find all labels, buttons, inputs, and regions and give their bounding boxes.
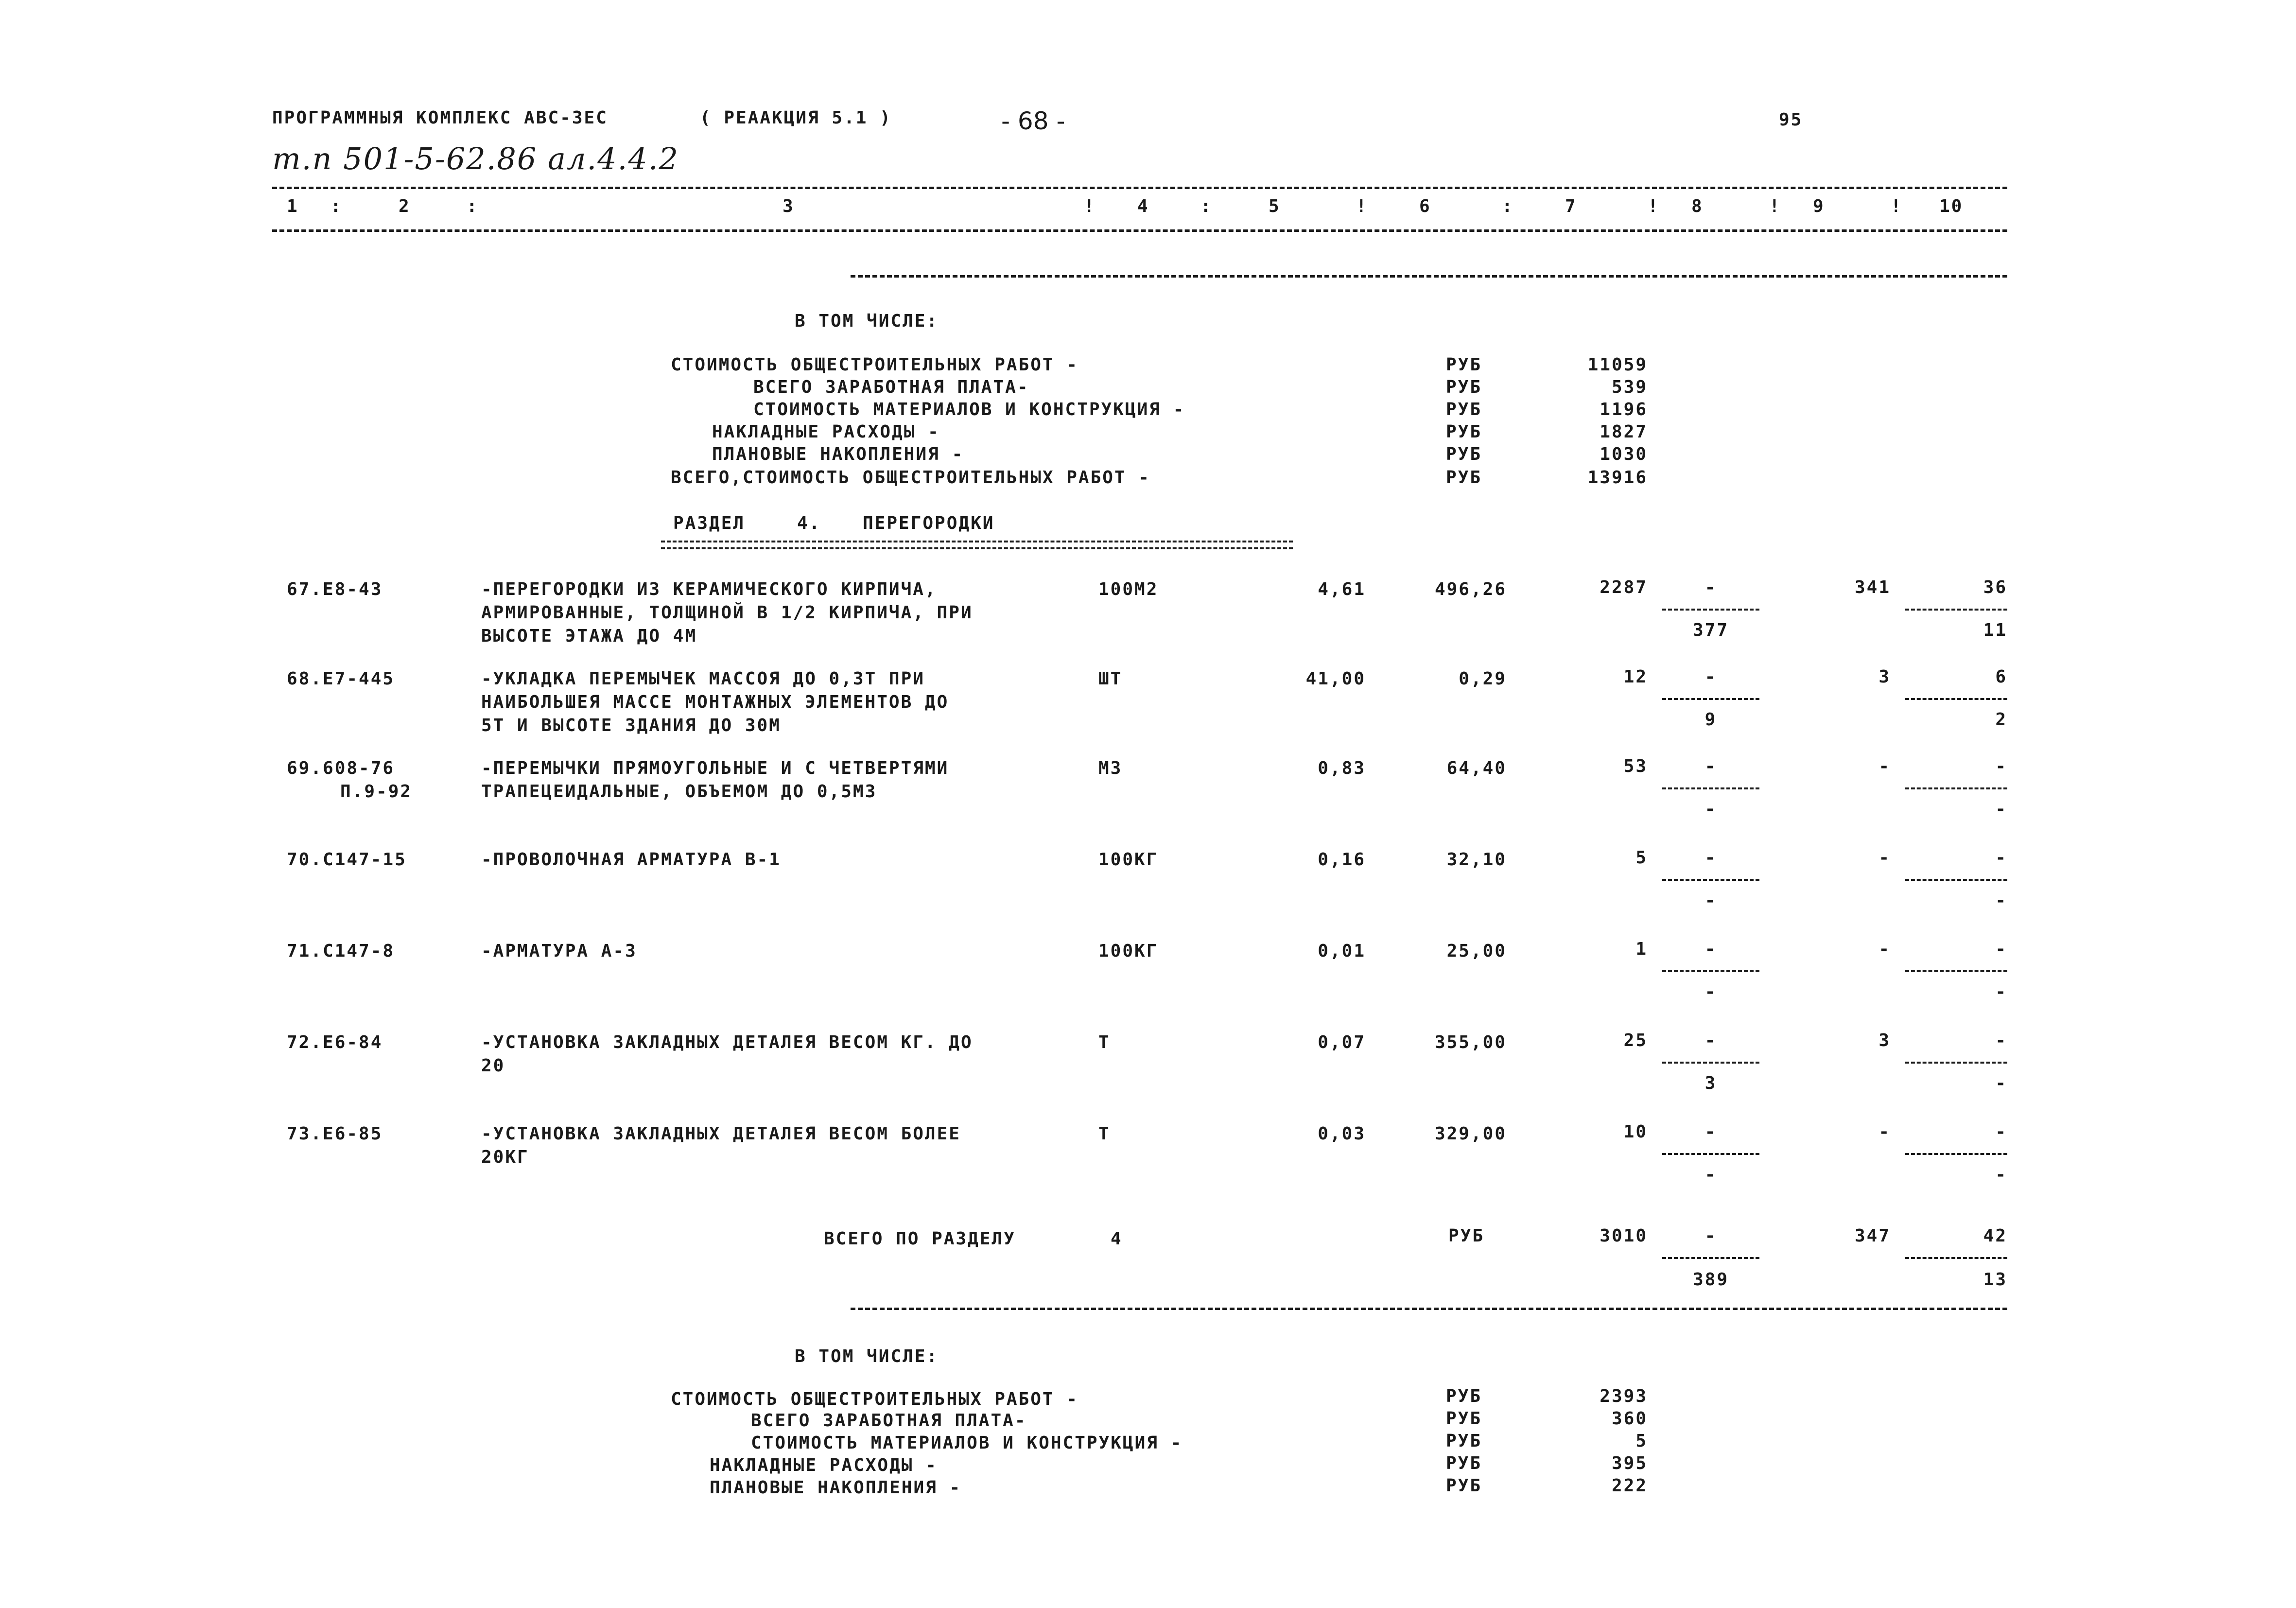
column-numbers [272, 196, 2007, 221]
header-rule-bottom [272, 229, 2007, 232]
item-unit: Т [1098, 1032, 1111, 1052]
item-col10-rule [1905, 970, 2007, 972]
col-num-7: 7 [1565, 196, 1577, 216]
summary2-value: 360 [1611, 1409, 1648, 1429]
program-title: ПРОГРАММНЫЯ КОМПЛЕКС АВС-3ЕС [272, 108, 608, 128]
item-quantity: 41,00 [1305, 669, 1366, 689]
item-col8-rule [1662, 1062, 1759, 1064]
item-code-secondary: П.9-92 [340, 782, 413, 802]
col-num-1: 1 [287, 196, 299, 216]
item-col10-top: - [1995, 848, 2007, 868]
item-description-line: -ПЕРЕМЫЧКИ ПРЯМОУГОЛЬНЫЕ И С ЧЕТВЕРТЯМИ [481, 758, 949, 778]
summary2-label: ПЛАНОВЫЕ НАКОПЛЕНИЯ - [710, 1478, 962, 1498]
summary1-label: СТОИМОСТЬ ОБЩЕСТРОИТЕЛЬНЫХ РАБОТ - [671, 355, 1078, 375]
col-sep: : [1200, 196, 1213, 216]
col-num-8: 8 [1691, 196, 1704, 216]
summary2-unit: РУБ [1446, 1409, 1482, 1429]
item-col8-bottom: - [1705, 1165, 1717, 1185]
item-code: 69.608-76 [287, 758, 395, 778]
col-sep: : [467, 196, 479, 216]
item-col9: - [1879, 939, 1891, 959]
item-col10-top: - [1995, 939, 2007, 959]
item-quantity: 0,07 [1318, 1032, 1366, 1052]
item-col8-top: - [1705, 667, 1717, 687]
summary1-value: 539 [1611, 377, 1648, 397]
item-col8-top: - [1705, 1122, 1717, 1142]
item-col10-rule [1905, 609, 2007, 611]
item-total: 2287 [1600, 577, 1648, 597]
summary1-top-rule [851, 275, 2007, 278]
item-col8-bottom: - [1705, 799, 1717, 819]
item-unit: 100КГ [1098, 941, 1159, 961]
section-label: РАЗДЕЛ [673, 513, 746, 533]
section-number: 4. [797, 513, 821, 533]
item-col10-rule [1905, 1062, 2007, 1064]
item-col8-bottom: 9 [1705, 710, 1717, 730]
item-unit: 100М2 [1098, 579, 1159, 599]
item-description-line: АРМИРОВАННЫЕ, ТОЛЩИНОЙ В 1/2 КИРПИЧА, ПРИ [481, 603, 973, 623]
section-title: ПЕРЕГОРОДКИ [863, 513, 995, 533]
item-code: 68.Е7-445 [287, 669, 395, 689]
col-sep: ! [1648, 196, 1660, 216]
item-col10-rule [1905, 1153, 2007, 1155]
summary1-unit: РУБ [1446, 377, 1482, 397]
item-quantity: 0,83 [1318, 758, 1366, 778]
col-sep: ! [1356, 196, 1368, 216]
item-unit: М3 [1098, 758, 1123, 778]
summary1-value: 1030 [1600, 444, 1648, 464]
section-total-col10-bottom: 13 [1983, 1270, 2007, 1290]
item-col8-top: - [1705, 756, 1717, 776]
section-underline [661, 541, 1293, 549]
summary2-value: 222 [1611, 1476, 1648, 1496]
item-col9: - [1879, 848, 1891, 868]
item-col10-rule [1905, 879, 2007, 881]
item-col10-top: - [1995, 756, 2007, 776]
summary2-unit: РУБ [1446, 1386, 1482, 1406]
item-col8-bottom: - [1705, 891, 1717, 910]
col-num-3: 3 [783, 196, 795, 216]
summary1-label: СТОИМОСТЬ МАТЕРИАЛОВ И КОНСТРУКЦИЯ - [753, 400, 1185, 419]
item-col8-bottom: - [1705, 982, 1717, 1002]
item-description-line: -УСТАНОВКА ЗАКЛАДНЫХ ДЕТАЛЕЯ ВЕСОМ КГ. ДО [481, 1032, 973, 1052]
item-unit-price: 64,40 [1446, 758, 1507, 778]
section-total-col9: 347 [1854, 1226, 1891, 1246]
item-total: 10 [1623, 1122, 1648, 1142]
item-col10-bottom: 2 [1995, 710, 2007, 730]
item-quantity: 0,01 [1318, 941, 1366, 961]
summary1-unit: РУБ [1446, 400, 1482, 419]
summary1-value: 11059 [1587, 355, 1648, 375]
summary1-label: ВСЕГО ЗАРАБОТНАЯ ПЛАТА- [753, 377, 1029, 397]
item-col8-top: - [1705, 848, 1717, 868]
item-quantity: 4,61 [1318, 579, 1366, 599]
col-num-9: 9 [1813, 196, 1825, 216]
item-unit-price: 25,00 [1446, 941, 1507, 961]
item-quantity: 0,16 [1318, 850, 1366, 870]
item-description-line: -УСТАНОВКА ЗАКЛАДНЫХ ДЕТАЛЕЯ ВЕСОМ БОЛЕЕ [481, 1124, 961, 1144]
item-col8-rule [1662, 1153, 1759, 1155]
item-unit-price: 0,29 [1459, 669, 1507, 689]
page-number: 95 [1779, 110, 1803, 130]
item-description-line: 5Т И ВЫСОТЕ ЗДАНИЯ ДО 30М [481, 716, 781, 735]
item-code: 67.Е8-43 [287, 579, 383, 599]
item-col8-top: - [1705, 1031, 1717, 1050]
summary2-label: ВСЕГО ЗАРАБОТНАЯ ПЛАТА- [751, 1411, 1027, 1431]
summary2-top-rule [851, 1308, 2007, 1310]
section-total-col8-rule [1662, 1257, 1759, 1259]
item-col10-rule [1905, 787, 2007, 789]
item-col8-bottom: 3 [1705, 1073, 1717, 1093]
item-col10-bottom: - [1995, 982, 2007, 1002]
summary1-unit: РУБ [1446, 355, 1482, 375]
summary1-value: 1827 [1600, 422, 1648, 442]
col-num-10: 10 [1939, 196, 1964, 216]
summary1-heading: В ТОМ ЧИСЛЕ: [795, 311, 939, 331]
item-description-line: ВЫСОТЕ ЭТАЖА ДО 4М [481, 626, 697, 646]
item-description-line: 20 [481, 1056, 505, 1076]
section-total-col8-top: - [1705, 1226, 1717, 1246]
col-sep: : [330, 196, 343, 216]
item-col8-rule [1662, 879, 1759, 881]
item-col8-rule [1662, 970, 1759, 972]
item-col9: 3 [1879, 1031, 1891, 1050]
item-col8-rule [1662, 609, 1759, 611]
item-unit-price: 32,10 [1446, 850, 1507, 870]
page-center-number: - 68 - [1001, 107, 1065, 135]
item-col10-bottom: - [1995, 891, 2007, 910]
section-total-value: 3010 [1600, 1226, 1648, 1246]
item-description-line: -АРМАТУРА А-3 [481, 941, 637, 961]
item-total: 53 [1623, 756, 1648, 776]
summary1-label: ПЛАНОВЫЕ НАКОПЛЕНИЯ - [712, 444, 964, 464]
item-col10-top: 36 [1983, 577, 2007, 597]
item-quantity: 0,03 [1318, 1124, 1366, 1144]
item-col10-bottom: 11 [1983, 620, 2007, 640]
item-unit: 100КГ [1098, 850, 1159, 870]
summary1-unit: РУБ [1446, 422, 1482, 442]
col-sep: ! [1769, 196, 1781, 216]
item-code: 71.С147-8 [287, 941, 395, 961]
col-num-2: 2 [399, 196, 411, 216]
section-total-unit: РУБ [1448, 1226, 1485, 1246]
section-total-label: ВСЕГО ПО РАЗДЕЛУ [824, 1229, 1016, 1249]
summary2-value: 395 [1611, 1453, 1648, 1473]
item-unit-price: 496,26 [1434, 579, 1507, 599]
item-description-line: ТРАПЕЦЕИДАЛЬНЫЕ, ОБЪЕМОМ ДО 0,5М3 [481, 782, 877, 802]
item-col9: - [1879, 756, 1891, 776]
summary2-unit: РУБ [1446, 1453, 1482, 1473]
col-sep: ! [1891, 196, 1903, 216]
summary1-unit: РУБ [1446, 444, 1482, 464]
section-total-col8-bottom: 389 [1692, 1270, 1729, 1290]
section-total-col10-rule [1905, 1257, 2007, 1259]
summary2-label: СТОИМОСТЬ ОБЩЕСТРОИТЕЛЬНЫХ РАБОТ - [671, 1389, 1078, 1409]
item-code: 72.Е6-84 [287, 1032, 383, 1052]
item-col9: 341 [1854, 577, 1891, 597]
col-sep: : [1502, 196, 1514, 216]
header-rule-top [272, 187, 2007, 189]
item-unit-price: 329,00 [1434, 1124, 1507, 1144]
col-num-4: 4 [1137, 196, 1149, 216]
item-col8-top: - [1705, 577, 1717, 597]
item-unit: ШТ [1098, 669, 1123, 689]
item-col9: - [1879, 1122, 1891, 1142]
item-col8-rule [1662, 787, 1759, 789]
item-col10-rule [1905, 698, 2007, 700]
item-description-line: -УКЛАДКА ПЕРЕМЫЧЕК МАССОЯ ДО 0,3Т ПРИ [481, 669, 925, 689]
item-description-line: -ПЕРЕГОРОДКИ ИЗ КЕРАМИЧЕСКОГО КИРПИЧА, [481, 579, 937, 599]
item-description-line: 20КГ [481, 1147, 529, 1167]
item-col8-rule [1662, 698, 1759, 700]
item-col10-top: 6 [1995, 667, 2007, 687]
item-col8-top: - [1705, 939, 1717, 959]
item-col10-bottom: - [1995, 1165, 2007, 1185]
item-description-line: НАИБОЛЬШЕЯ МАССЕ МОНТАЖНЫХ ЭЛЕМЕНТОВ ДО [481, 692, 949, 712]
summary1-unit: РУБ [1446, 468, 1482, 488]
summary2-unit: РУБ [1446, 1431, 1482, 1451]
item-code: 70.С147-15 [287, 850, 407, 870]
item-total: 1 [1635, 939, 1648, 959]
summary2-unit: РУБ [1446, 1476, 1482, 1496]
item-col9: 3 [1879, 667, 1891, 687]
item-code: 73.Е6-85 [287, 1124, 383, 1144]
item-col10-top: - [1995, 1122, 2007, 1142]
summary2-value: 2393 [1600, 1386, 1648, 1406]
item-total: 5 [1635, 848, 1648, 868]
summary2-label: СТОИМОСТЬ МАТЕРИАЛОВ И КОНСТРУКЦИЯ - [751, 1433, 1183, 1453]
item-col10-bottom: - [1995, 1073, 2007, 1093]
edition-label: ( РЕААКЦИЯ 5.1 ) [700, 108, 892, 128]
summary1-label: НАКЛАДНЫЕ РАСХОДЫ - [712, 422, 940, 442]
item-total: 25 [1623, 1031, 1648, 1050]
section-total-col10-top: 42 [1983, 1226, 2007, 1246]
col-num-6: 6 [1419, 196, 1431, 216]
summary1-value: 1196 [1600, 400, 1648, 419]
item-col10-top: - [1995, 1031, 2007, 1050]
item-unit-price: 355,00 [1434, 1032, 1507, 1052]
item-col8-bottom: 377 [1692, 620, 1729, 640]
col-num-5: 5 [1269, 196, 1281, 216]
summary1-label: ВСЕГО,СТОИМОСТЬ ОБЩЕСТРОИТЕЛЬНЫХ РАБОТ - [671, 468, 1150, 488]
item-col10-bottom: - [1995, 799, 2007, 819]
col-sep: ! [1084, 196, 1096, 216]
summary2-heading: В ТОМ ЧИСЛЕ: [795, 1346, 939, 1366]
summary2-value: 5 [1635, 1431, 1648, 1451]
item-unit: Т [1098, 1124, 1111, 1144]
summary2-label: НАКЛАДНЫЕ РАСХОДЫ - [710, 1455, 938, 1475]
item-total: 12 [1623, 667, 1648, 687]
section-total-number: 4 [1111, 1229, 1123, 1249]
item-description-line: -ПРОВОЛОЧНАЯ АРМАТУРА В-1 [481, 850, 781, 870]
summary1-value: 13916 [1587, 468, 1648, 488]
handwritten-reference: т.п 501-5-62.86 ал.4.4.2 [272, 141, 679, 176]
